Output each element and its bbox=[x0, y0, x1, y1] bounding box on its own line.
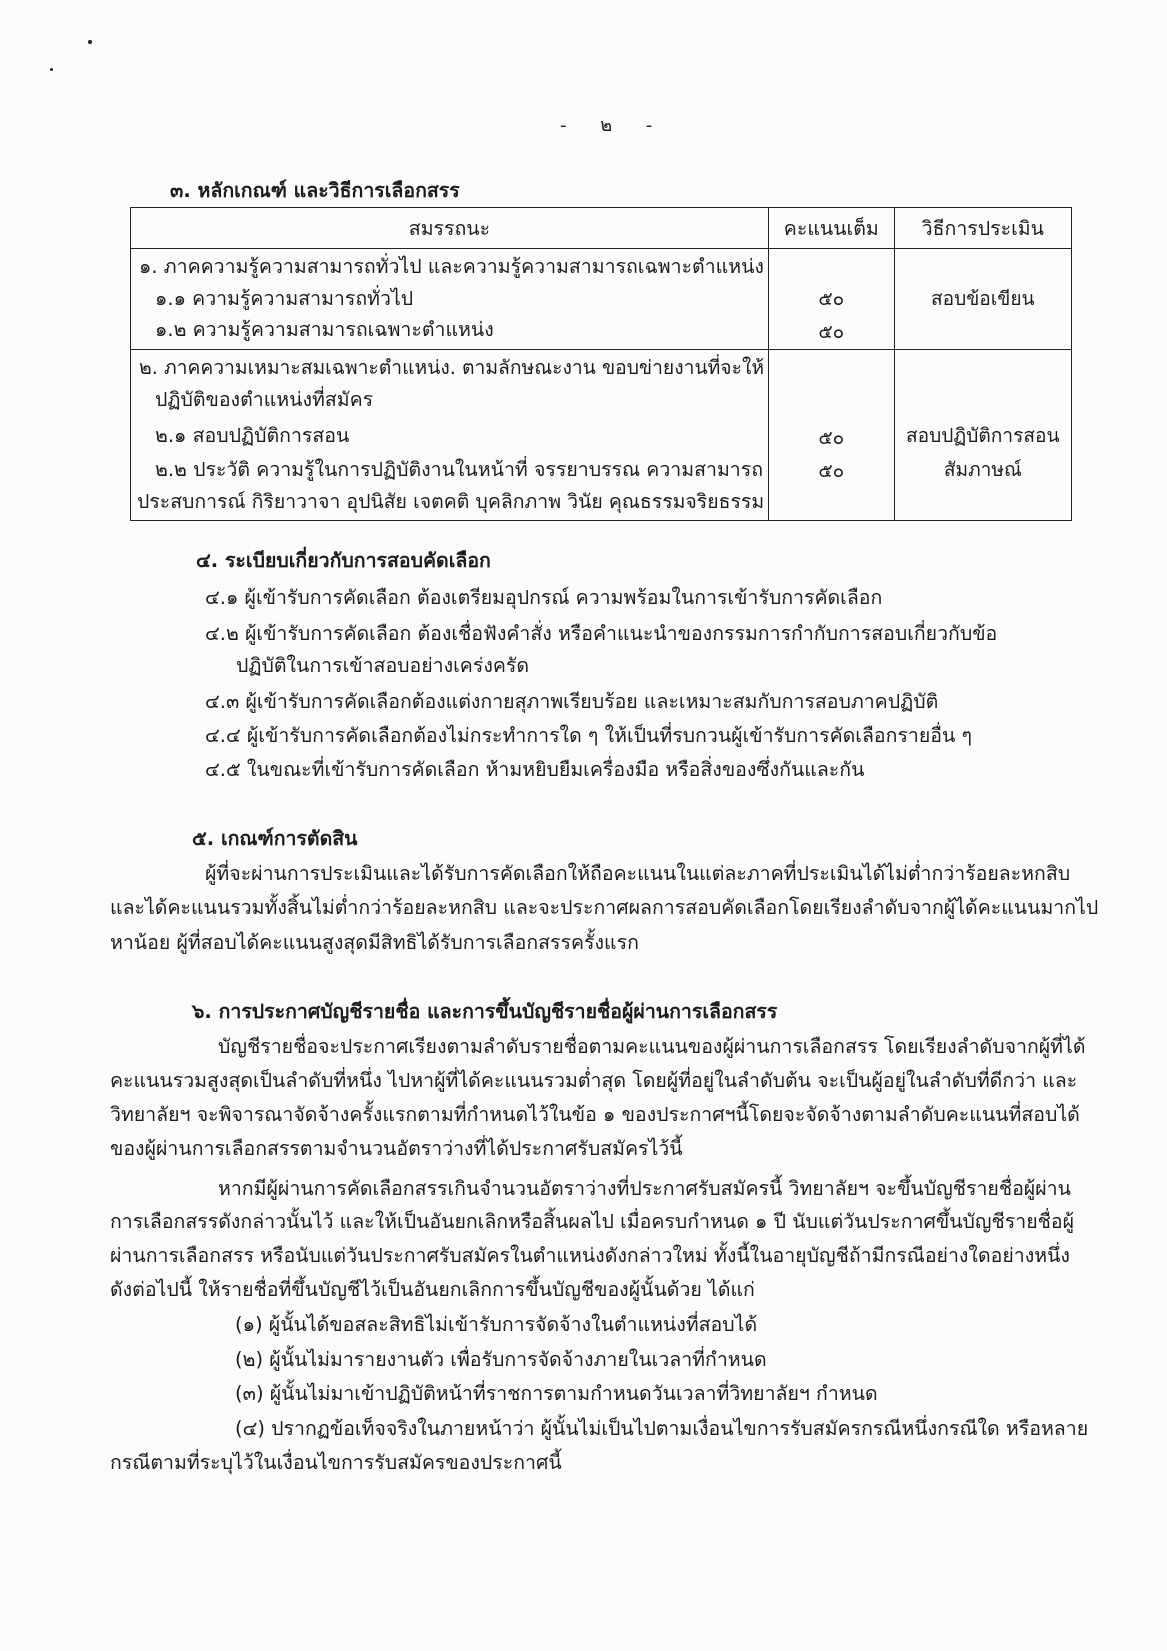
section-6-paragraph-1-line: คะแนนรวมสูงสุดเป็นลำดับที่หนึ่ง ไปหาผู้ที่ได้คะแนนรวมต่ำสุด โดยผู้ที่อยู่ในลำดับต้น จะเป็นผู้อยู่ในลำดับที่ดีกว่า และ bbox=[110, 1069, 1078, 1092]
section-6-paragraph-2-line: การเลือกสรรดังกล่าวนั้นไว้ และให้เป็นอันยกเลิกหรือสิ้นผลไป เมื่อครบกำหนด ๑ ปี นับแต่วันประกาศขึ้นบัญชีรายชื่อผู้ bbox=[110, 1210, 1075, 1233]
section-4-title: ๔. ระเบียบเกี่ยวกับการสอบคัดเลือก bbox=[196, 549, 491, 572]
section-4-item: ปฏิบัติในการเข้าสอบอย่างเคร่งครัด bbox=[236, 654, 530, 677]
part2-method-cell bbox=[894, 350, 1071, 521]
part2-line: ปฏิบัติของตำแหน่งที่สมัคร bbox=[155, 388, 374, 411]
scan-speck bbox=[88, 40, 92, 44]
competency-table bbox=[130, 207, 1072, 521]
method-value: สัมภาษณ์ bbox=[943, 458, 1022, 481]
table-row bbox=[131, 350, 1072, 521]
section-6-title: ๖. การประกาศบัญชีรายชื่อ และการขึ้นบัญชีรายชื่อผู้ผ่านการเลือกสรร bbox=[192, 1000, 778, 1023]
score-value: ๕๐ bbox=[818, 460, 845, 482]
part2-score-cell bbox=[768, 350, 894, 521]
part2-competency-cell bbox=[131, 350, 769, 521]
section-4-item: ๔.๒ ผู้เข้ารับการคัดเลือก ต้องเชื่อฟังคำสั่ง หรือคำแนะนำของกรรมการกำกับการสอบเกี่ยวกับข้อ bbox=[205, 622, 998, 645]
part1-method-cell bbox=[894, 249, 1071, 350]
section-6-paragraph-1-line: ของผู้ผ่านการเลือกสรรตามจำนวนอัตราว่างที่ได้ประกาศรับสมัครไว้นี้ bbox=[110, 1137, 683, 1160]
section-6-paragraph-2-line: หากมีผู้ผ่านการคัดเลือกสรรเกินจำนวนอัตราว่างที่ประกาศรับสมัครนี้ วิทยาลัยฯ จะขึ้นบัญชีรายชื่อผู้ผ่าน bbox=[218, 1177, 1071, 1200]
score-value: ๕๐ bbox=[818, 288, 845, 310]
page-number: - ๒ - bbox=[560, 115, 667, 136]
method-value: สอบข้อเขียน bbox=[930, 287, 1035, 310]
part2-line: ๒.๒ ประวัติ ความรู้ในการปฏิบัติงานในหน้าที่ จรรยาบรรณ ความสามารถ bbox=[155, 458, 764, 481]
header-full-score: คะแนนเต็ม bbox=[768, 208, 894, 249]
score-value: ๕๐ bbox=[818, 321, 845, 343]
section-5-line: และได้คะแนนรวมทั้งสิ้นไม่ต่ำกว่าร้อยละหกสิบ และจะประกาศผลการสอบคัดเลือกโดยเรียงลำดับจากผู้ได้คะแนนมากไป bbox=[110, 896, 1099, 919]
table-header-row bbox=[131, 208, 1072, 249]
section-6-paragraph-2-line: ผ่านการเลือกสรร หรือนับแต่วันประกาศรับสมัครในตำแหน่งดังกล่าวใหม่ ทั้งนี้ในอายุบัญชีถ้ามีกรณีอย่างใดอย่างหนึ่ง bbox=[110, 1244, 1070, 1267]
section-4-item: ๔.๑ ผู้เข้ารับการคัดเลือก ต้องเตรียมอุปกรณ์ ความพร้อมในการเข้ารับการคัดเลือก bbox=[205, 586, 883, 609]
section-6-paragraph-2-line: ดังต่อไปนี้ ให้รายชื่อที่ขึ้นบัญชีไว้เป็นอันยกเลิกการขึ้นบัญชีของผู้นั้นด้วย ได้แก่ bbox=[110, 1278, 755, 1301]
section-5-title: ๕. เกณฑ์การตัดสิน bbox=[192, 827, 358, 850]
section-4-item: ๔.๓ ผู้เข้ารับการคัดเลือกต้องแต่งกายสุภาพเรียบร้อย และเหมาะสมกับการสอบภาคปฏิบัติ bbox=[205, 690, 939, 713]
scan-speck bbox=[50, 68, 53, 71]
section-3-title: ๓. หลักเกณฑ์ และวิธีการเลือกสรร bbox=[170, 179, 460, 202]
part1-competency-cell bbox=[131, 249, 769, 350]
header-competency: สมรรถนะ bbox=[131, 208, 769, 249]
section-6-paragraph-1-line: วิทยาลัยฯ จะพิจารณาจัดจ้างครั้งแรกตามที่กำหนดไว้ในข้อ ๑ ของประกาศฯนี้โดยจะจัดจ้างตามลำดับคะแนนที่สอบได้ bbox=[110, 1103, 1080, 1126]
part2-line: ประสบการณ์ กิริยาวาจา อุปนิสัย เจตคติ บุคลิกภาพ วินัย คุณธรรมจริยธรรม bbox=[137, 490, 765, 513]
score-value: ๕๐ bbox=[818, 427, 845, 449]
section-6-item-continuation: กรณีตามที่ระบุไว้ในเงื่อนไขการรับสมัครของประกาศนี้ bbox=[110, 1451, 562, 1474]
section-6-item: (๓) ผู้นั้นไม่มาเข้าปฏิบัติหน้าที่ราชการตามกำหนดวันเวลาที่วิทยาลัยฯ กำหนด bbox=[235, 1382, 878, 1405]
section-5-line: หาน้อย ผู้ที่สอบได้คะแนนสูงสุดมีสิทธิได้รับการเลือกสรรครั้งแรก bbox=[110, 931, 639, 954]
section-4-item: ๔.๔ ผู้เข้ารับการคัดเลือกต้องไม่กระทำการใด ๆ ให้เป็นที่รบกวนผู้เข้ารับการคัดเลือกรายอื่น ๆ bbox=[205, 724, 973, 747]
part1-line: ๑.๒ ความรู้ความสามารถเฉพาะตำแหน่ง bbox=[155, 318, 494, 341]
section-6-item: (๒) ผู้นั้นไม่มารายงานตัว เพื่อรับการจัดจ้างภายในเวลาที่กำหนด bbox=[235, 1348, 767, 1371]
part1-line: ๑.๑ ความรู้ความสามารถทั่วไป bbox=[155, 287, 414, 310]
part2-line: ๒. ภาคความเหมาะสมเฉพาะตำแหน่ง. ตามลักษณะงาน ขอบข่ายงานที่จะให้ bbox=[139, 356, 765, 379]
section-4-item: ๔.๕ ในขณะที่เข้ารับการคัดเลือก ห้ามหยิบยืมเครื่องมือ หรือสิ่งของซึ่งกันและกัน bbox=[205, 758, 865, 781]
part1-score-cell bbox=[768, 249, 894, 350]
table-row bbox=[131, 249, 1072, 350]
part2-line: ๒.๑ สอบปฏิบัติการสอน bbox=[155, 424, 350, 447]
section-6-item: (๔) ปรากฏข้อเท็จจริงในภายหน้าว่า ผู้นั้นไม่เป็นไปตามเงื่อนไขการรับสมัครกรณีหนึ่งกรณีใด หรือหลาย bbox=[235, 1417, 1089, 1440]
section-6-paragraph-1-line: บัญชีรายชื่อจะประกาศเรียงตามลำดับรายชื่อตามคะแนนของผู้ผ่านการเลือกสรร โดยเรียงลำดับจากผู้ที่ได้ bbox=[218, 1035, 1086, 1058]
header-method: วิธีการประเมิน bbox=[894, 208, 1071, 249]
part1-line: ๑. ภาคความรู้ความสามารถทั่วไป และความรู้ความสามารถเฉพาะตำแหน่ง bbox=[139, 255, 764, 278]
section-5-line: ผู้ที่จะผ่านการประเมินและได้รับการคัดเลือกให้ถือคะแนนในแต่ละภาคที่ประเมินได้ไม่ต่ำกว่าร้อยละหกสิบ bbox=[205, 862, 1071, 885]
method-value: สอบปฏิบัติการสอน bbox=[906, 424, 1060, 447]
section-6-item: (๑) ผู้นั้นได้ขอสละสิทธิไม่เข้ารับการจัดจ้างในตำแหน่งที่สอบได้ bbox=[235, 1313, 758, 1336]
